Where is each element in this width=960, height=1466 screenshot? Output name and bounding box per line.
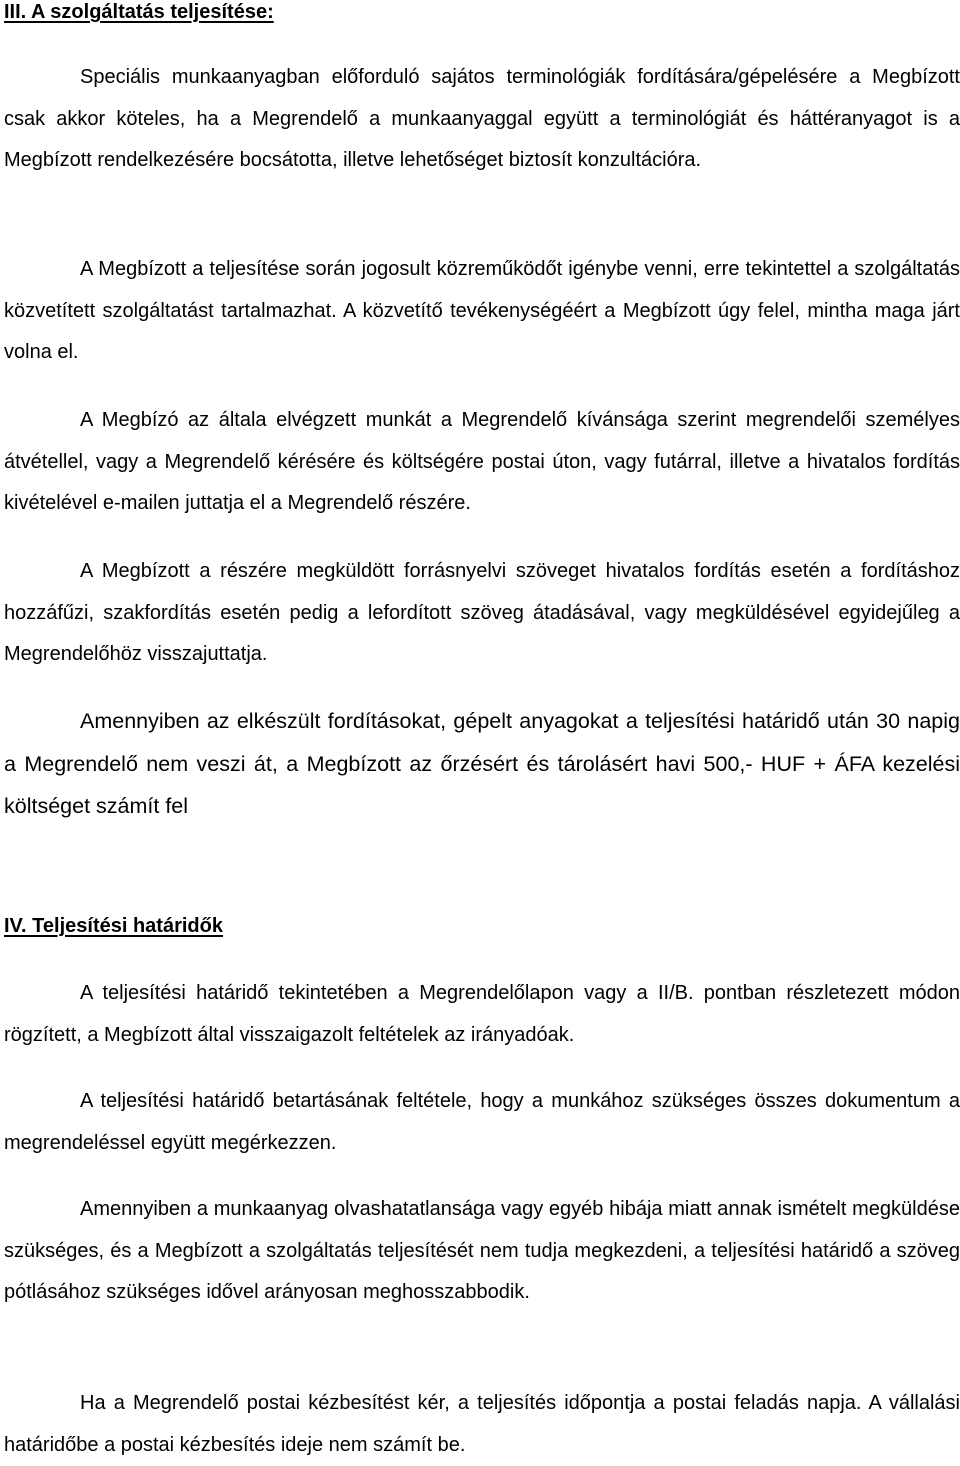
section-4-heading: IV. Teljesítési határidők: [4, 915, 223, 937]
section-4-paragraph-4: Ha a Megrendelő postai kézbesítést kér, a teljesítés időpontja a postai feladás napja. A vállalási határidőbe a postai kézbesítés ideje nem számít be.: [4, 1392, 960, 1456]
section-3-paragraph-1: Speciális munkaanyagban előforduló sajátos terminológiák fordítására/gépelésére a Megbízott csak akkor köteles, ha a Megrendelő a munkaanyaggal együtt a terminológiát és háttéranyagot is a Megbízott rendelkezésére bocsátotta, illetve lehetőséget biztosít konzultációra.: [4, 66, 960, 172]
section-3-paragraph-2: A Megbízott a teljesítése során jogosult közreműködőt igénybe venni, erre tekintettel a szolgáltatás közvetített szolgáltatást tartalmazhat. A közvetítő tevékenységéért a Megbízott úgy felel, mintha maga járt volna el.: [4, 258, 960, 364]
section-3-paragraph-3: A Megbízó az általa elvégzett munkát a Megrendelő kívánsága szerint megrendelői személyes átvétellel, vagy a Megrendelő kérésére és költségére postai úton, vagy futárral, illetve a hivatalos fordítás kivételével e-mailen juttatja el a Megrendelő részére.: [4, 409, 960, 515]
section-4-paragraph-2: A teljesítési határidő betartásának feltétele, hogy a munkához szükséges összes dokumentum a megrendeléssel együtt megérkezzen.: [4, 1090, 960, 1154]
section-4-paragraph-1: A teljesítési határidő tekintetében a Megrendelőlapon vagy a II/B. pontban részletezett módon rögzített, a Megbízott által visszaigazolt feltételek az irányadóak.: [4, 982, 960, 1046]
section-4-paragraph-3: Amennyiben a munkaanyag olvashatatlansága vagy egyéb hibája miatt annak ismételt megküldése szükséges, és a Megbízott a szolgáltatás teljesítését nem tudja megkezdeni, a teljesítési határidő a szöveg pótlásához szükséges idővel arányosan meghosszabbodik.: [4, 1198, 960, 1304]
section-3-heading: III. A szolgáltatás teljesítése:: [4, 1, 274, 23]
section-3-paragraph-4: A Megbízott a részére megküldött forrásnyelvi szöveget hivatalos fordítás esetén a fordításhoz hozzáfűzi, szakfordítás esetén pedig a lefordított szöveg átadásával, vagy megküldésével egyidejűleg a Megrendelőhöz visszajuttatja.: [4, 560, 960, 666]
section-3-paragraph-5: Amennyiben az elkészült fordításokat, gépelt anyagokat a teljesítési határidő után 30 napig a Megrendelő nem veszi át, a Megbízott az őrzésért és tárolásért havi 500,- HUF + ÁFA kezelési költséget számít fel: [4, 709, 960, 818]
